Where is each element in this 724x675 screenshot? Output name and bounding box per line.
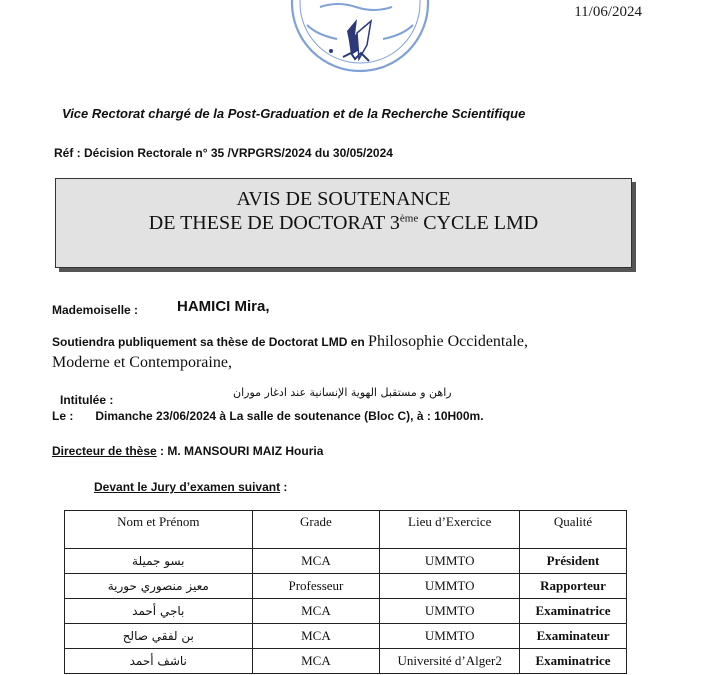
- table-row: [65, 624, 627, 649]
- jury-member-grade: MCA: [252, 549, 380, 574]
- candidate-name: HAMICI Mira,: [177, 298, 270, 315]
- defense-date-label: Le :: [52, 409, 74, 423]
- table-row: [65, 599, 627, 624]
- defense-location-time: à La salle de soutenance (Bloc C), à : 10H00m.: [216, 409, 484, 423]
- soutenance-line: [52, 333, 528, 351]
- jury-member-grade: Professeur: [252, 574, 380, 599]
- jury-heading-text: Devant le Jury d’examen suivant: [94, 480, 281, 494]
- thesis-director: [52, 444, 323, 458]
- jury-member-lieu: UMMTO: [380, 574, 520, 599]
- reference-line: Réf : Décision Rectorale n° 35 /VRPGRS/2024 du 30/05/2024: [54, 146, 393, 160]
- jury-table-header: [65, 511, 627, 549]
- column-header-name: Nom et Prénom: [65, 511, 253, 549]
- column-header-qualite: Qualité: [520, 511, 627, 549]
- jury-member-name: بن لفقي صالح: [65, 624, 253, 649]
- jury-member-qualite: Examinatrice: [520, 599, 627, 624]
- table-row: [65, 549, 627, 574]
- jury-member-name: ناشف أحمد: [65, 649, 253, 674]
- jury-member-qualite: Examinatrice: [520, 649, 627, 674]
- specialite-part2: Moderne et Contemporaine,: [52, 354, 232, 371]
- avis-title-superscript: ème: [399, 212, 419, 225]
- jury-member-lieu: UMMTO: [380, 549, 520, 574]
- jury-member-lieu: UMMTO: [380, 599, 520, 624]
- avis-title-line1: AVIS DE SOUTENANCE: [236, 188, 451, 210]
- thesis-title: راهن و مستقبل الهوية الإنسانية عند ادغار موران: [233, 386, 452, 399]
- column-header-lieu: Lieu d’Exercice: [380, 511, 520, 549]
- jury-member-name: بسو جميلة: [65, 549, 253, 574]
- specialite-part1: Philosophie Occidentale,: [368, 333, 529, 350]
- jury-table: [64, 510, 627, 674]
- column-header-grade: Grade: [252, 511, 380, 549]
- university-logo-icon: [329, 19, 371, 61]
- soutenance-intro: Soutiendra publiquement sa thèse de Doctorat LMD en: [52, 335, 369, 349]
- table-row: [65, 649, 627, 674]
- jury-member-lieu: UMMTO: [380, 624, 520, 649]
- thesis-director-label: Directeur de thèse: [52, 444, 157, 458]
- defense-day: Dimanche 23/06/2024: [95, 409, 217, 423]
- thesis-director-name: : M. MANSOURI MAIZ Houria: [156, 444, 324, 458]
- avis-title-line2: [56, 211, 631, 235]
- avis-title-line2-post: CYCLE LMD: [418, 212, 539, 234]
- jury-member-qualite: Examinateur: [520, 624, 627, 649]
- defense-date-line: [52, 409, 484, 423]
- intitulee-label: Intitulée :: [60, 393, 114, 407]
- jury-member-grade: MCA: [252, 649, 380, 674]
- avis-title-line2-pre: DE THESE DE DOCTORAT 3: [148, 212, 400, 234]
- jury-member-lieu: Université d’Alger2: [380, 649, 520, 674]
- vice-rectorat-heading: Vice Rectorat chargé de la Post-Graduation et de la Recherche Scientifique: [62, 106, 526, 121]
- jury-member-qualite: Président: [520, 549, 627, 574]
- avis-title-box: [55, 178, 632, 268]
- candidate-label: Mademoiselle :: [52, 303, 139, 317]
- jury-member-grade: MCA: [252, 624, 380, 649]
- jury-member-grade: MCA: [252, 599, 380, 624]
- jury-heading-suffix: :: [280, 480, 288, 494]
- jury-member-qualite: Rapporteur: [520, 574, 627, 599]
- jury-member-name: معيز منصوري حورية: [65, 574, 253, 599]
- jury-heading: [94, 480, 287, 494]
- document-date: 11/06/2024: [574, 4, 642, 20]
- jury-member-name: باجي أحمد: [65, 599, 253, 624]
- official-stamp: [285, 0, 435, 85]
- table-row: [65, 574, 627, 599]
